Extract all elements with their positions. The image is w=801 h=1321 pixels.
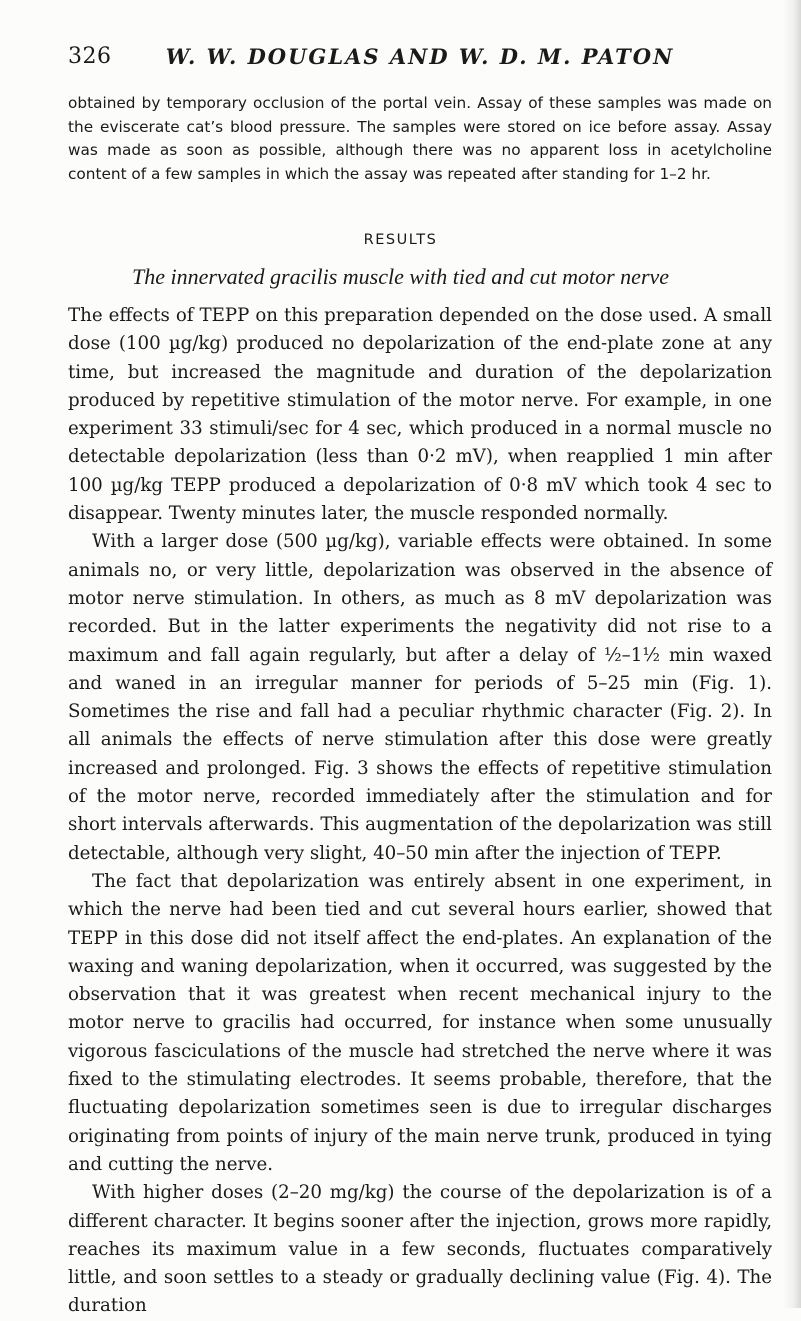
page-edge-shadow xyxy=(783,0,801,1308)
results-body xyxy=(68,302,772,1321)
subsection-heading: The innervated gracilis muscle with tied and cut motor nerve xyxy=(131,264,670,289)
methods-paragraph-tail: obtained by temporary occlusion of the portal vein. Assay of these samples was made on the eviscerate cat’s blood pressure. The samples were stored on ice before assay. Assay was made as soon as possible, although there was no apparent loss in acetylcholine content of a few samples in which the assay was repeated after standing for 1–2 hr. xyxy=(68,94,772,183)
paragraph-small-dose: The effects of TEPP on this preparation depended on the dose used. A small dose (100 µg/kg) produced no depolarization of the end-plate zone at any time, but increased the magnitude and duration of the depolarization produced by repetitive stimulation of the motor nerve. For example, in one experiment 33 stimuli/sec for 4 sec, which produced in a normal muscle no detectable depolarization (less than 0·2 mV), when reapplied 1 min after 100 µg/kg TEPP produced a depolarization of 0·8 mV which took 4 sec to disappear. Twenty minutes later, the muscle responded normally. xyxy=(68,305,772,525)
page-number: 326 xyxy=(68,44,112,69)
paragraph-larger-dose: With a larger dose (500 µg/kg), variable effects were obtained. In some animals no, or very little, depolarization was observed in the absence of motor nerve stimulation. In others, as much as 8 mV depolarization was recorded. But in the latter experiments the negativity did not rise to a maximum and fall again regularly, but after a delay of ½–1½ min waxed and waned in an irregular manner for periods of 5–25 min (Fig. 1). Sometimes the rise and fall had a peculiar rhythmic character (Fig. 2). In all animals the effects of nerve stimulation after this dose were greatly increased and prolonged. Fig. 3 shows the effects of repetitive stimulation of the motor nerve, recorded immediately after the stimulation and for short intervals afterwards. This augmentation of the depolarization was still detectable, although very slight, 40–50 min after the injection of TEPP. xyxy=(68,531,772,864)
paragraph-explanation: The fact that depolarization was entirely absent in one experiment, in which the nerve had been tied and cut several hours earlier, showed that TEPP in this dose did not itself affect the end-plates. An explanation of the waxing and waning depolarization, when it occurred, was suggested by the observation that it was greatest when recent mechanical injury to the motor nerve to gracilis had occurred, for instance when some unusually vigorous fasciculations of the muscle had stretched the nerve where it was fixed to the stimulating electrodes. It seems probable, therefore, that the fluctuating depolarization sometimes seen is due to irregular discharges originating from points of injury of the main nerve trunk, produced in tying and cutting the nerve. xyxy=(68,870,772,1175)
running-head xyxy=(68,44,772,74)
paragraph-higher-doses: With higher doses (2–20 mg/kg) the course of the depolarization is of a different character. It begins sooner after the injection, grows more rapidly, reaches its maximum value in a few seconds, fluctuates comparatively little, and soon settles to a steady or gradually declining value (Fig. 4). The duration xyxy=(68,1182,772,1317)
section-heading-results: RESULTS xyxy=(363,232,438,248)
running-title: W. W. DOUGLAS AND W. D. M. PATON xyxy=(165,44,675,69)
